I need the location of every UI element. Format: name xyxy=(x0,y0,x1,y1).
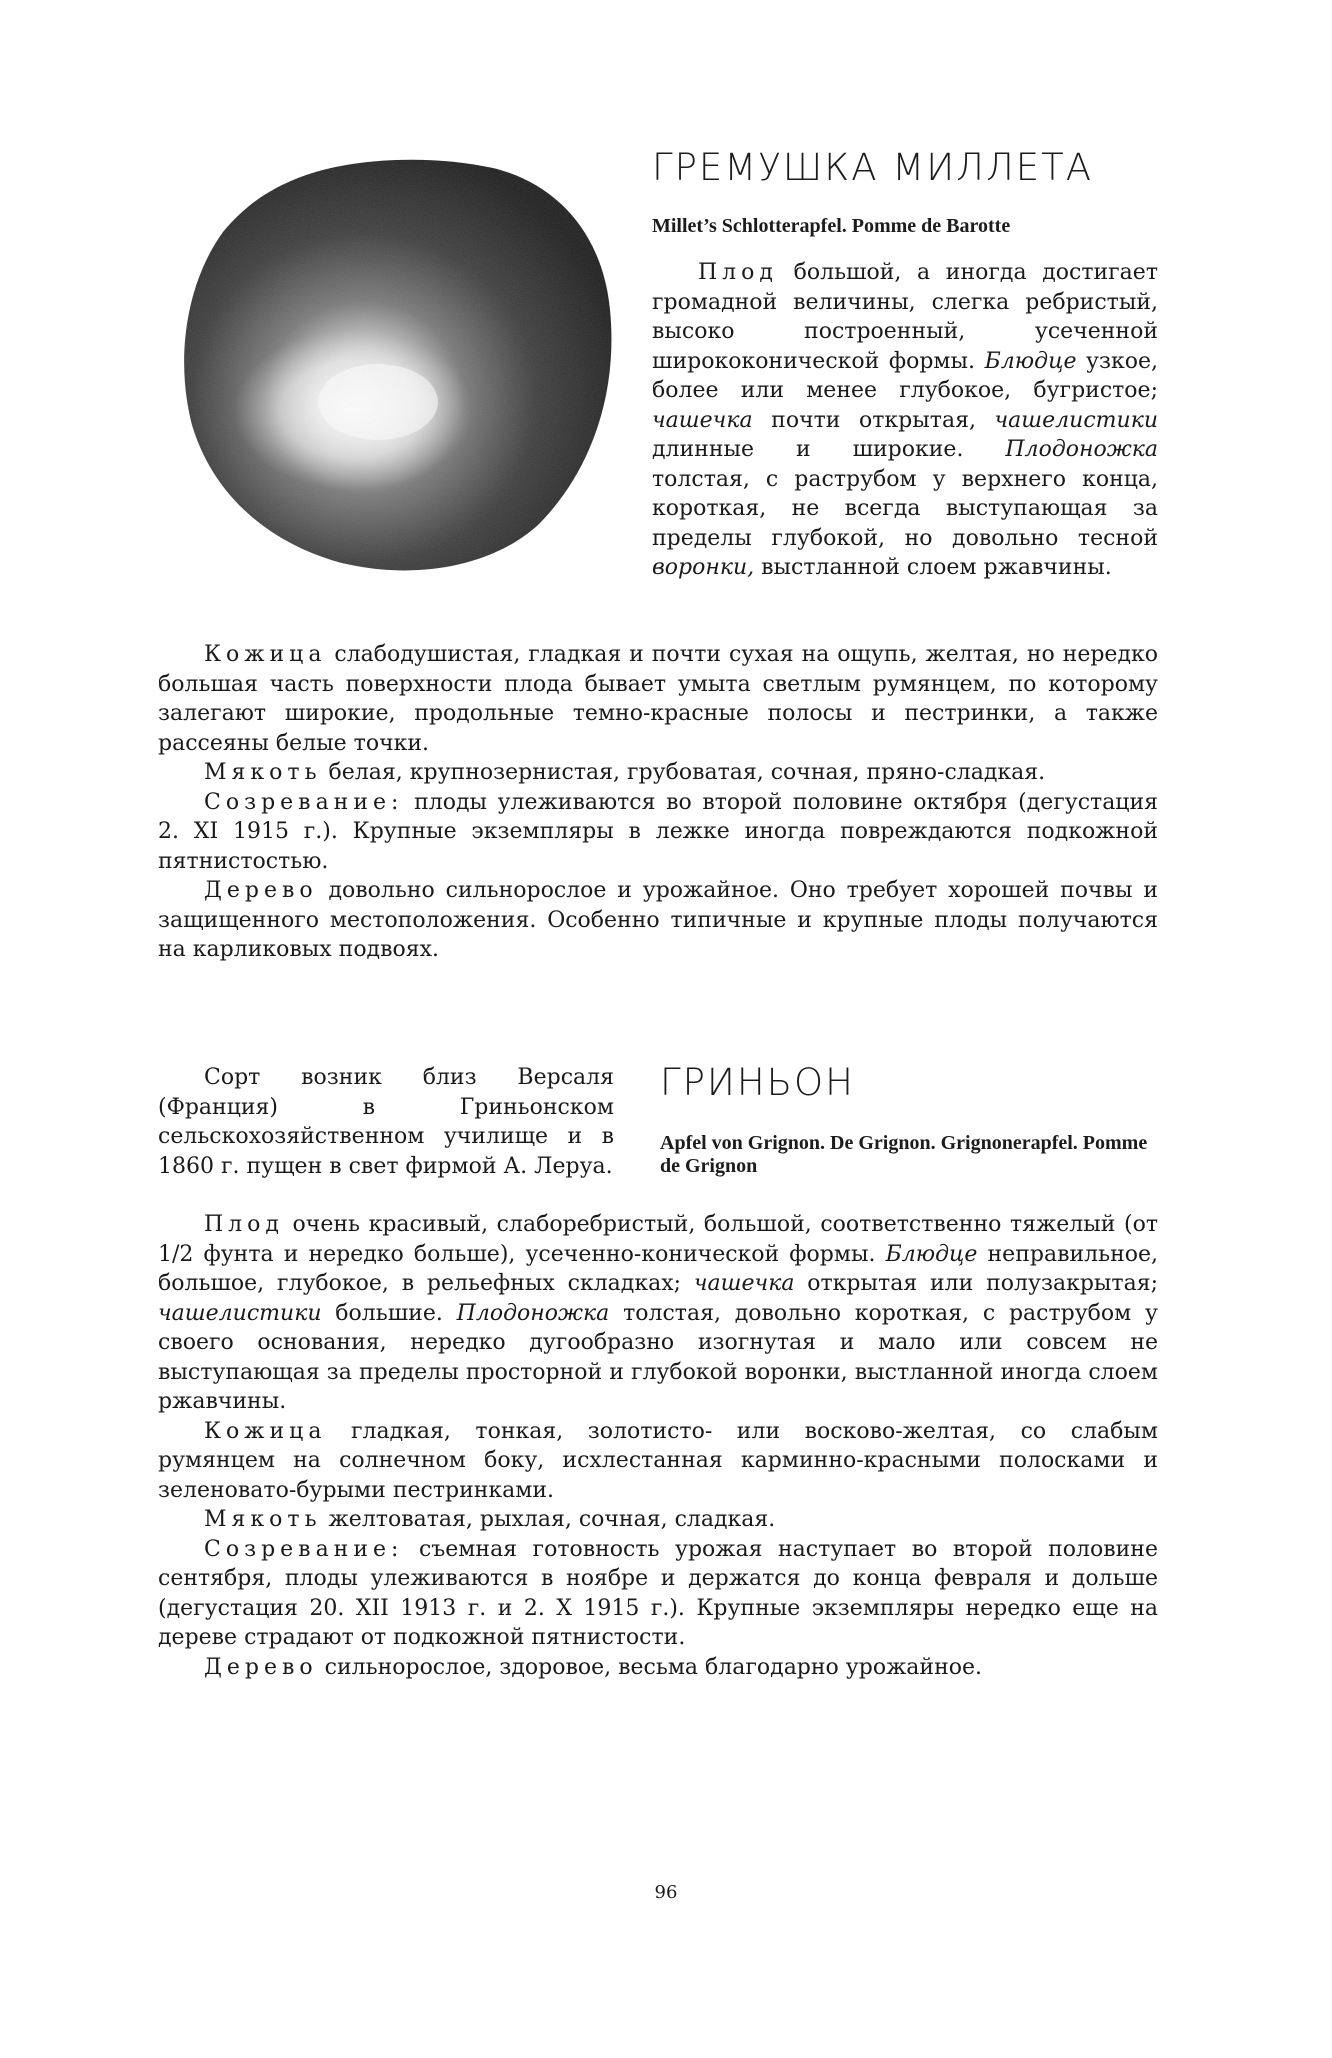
stalk-lead: Плодоножка xyxy=(1005,437,1158,462)
section1-title: ГРЕМУШКА МИЛЛЕТА xyxy=(652,146,1094,189)
section1-ripening-paragraph: Созревание: плоды улеживаются во второй половине октября (дегустация 2. XI 1915 г.). Крупные экземпляры в лежке иногда повреждаются подкожной пятнистостью. xyxy=(158,789,1158,874)
section2-tree-paragraph: Дерево сильнорослое, здоровое, весьма благодарно урожайное. xyxy=(204,1654,983,1680)
cup-lead: чашечка xyxy=(652,407,753,433)
section2-origin xyxy=(158,1063,614,1181)
fruit-lead: Плод xyxy=(698,260,778,285)
section2-flesh-paragraph: Мякоть желтоватая, рыхлая, сочная, сладкая. xyxy=(204,1507,776,1532)
section1-flesh-paragraph: Мякоть белая, крупнозернистая, грубоватая, сочная, пряно-сладкая. xyxy=(204,760,1046,785)
section2-header xyxy=(660,1063,1160,1178)
section2-subtitle: Apfel von Grignon. De Grignon. Grignonerapfel. Pomme de Grignon xyxy=(660,1131,1148,1177)
funnel-lead: воронки, xyxy=(652,555,755,580)
fraction: 1/2 xyxy=(158,1241,194,1267)
sepals-lead: чашелистики xyxy=(994,407,1158,433)
section1-subtitle: Millet’s Schlotterapfel. Pomme de Barotte xyxy=(652,214,1011,237)
section2-skin-paragraph: Кожица гладкая, тонкая, золотисто- или восково-желтая, со слабым румянцем на солнечном боку, исхлестанная карминно-красными полосками и зеленовато-бурыми пестринками. xyxy=(158,1418,1158,1503)
section2-ripening-paragraph: Созревание: съемная готовность урожая наступает во второй половине сентября, плоды улеживаются в ноябре и держатся до конца февраля и дольше (дегустация 20. XII 1913 г. и 2. X 1915 г.). Крупные экземпляры нередко еще на дереве страдают от подкожной пятнистости. xyxy=(158,1536,1158,1650)
saucer-lead: Блюдце xyxy=(984,348,1077,374)
section1-fruit-paragraph: Плод большой, а иногда достигает громадной величины, слегка ребристый, высоко построенный, усеченной ширококонической формы. Блюдце узкое, более или менее глубокое, бугристое; чашечка почти открытая, чашелистики длинные и широкие. Плодоножка толстая, с раструбом у верхнего конца, короткая, не всегда выступающая за пределы глубокой, но довольно тесной воронки, выстланной слоем ржавчины. xyxy=(652,260,1158,580)
section1-description-column xyxy=(652,258,1158,583)
apple-photo xyxy=(178,150,618,580)
section2-fruit-paragraph: Плод очень красивый, слаборебристый, большой, соответственно тяжелый (от 1/2 фунта и нередко больше), усеченно-конической формы. Блюдце неправильное, большое, глубокое, в рельефных складках; чашечка открытая или полузакрытая; чашелистики большие. Плодоножка толстая, довольно короткая, с раструбом у своего основания, нередко дугообразно изогнутая и мало или совсем не выступающая за пределы просторной и глубокой воронки, выстланной иногда слоем ржавчины. xyxy=(158,1212,1158,1414)
page-number: 96 xyxy=(654,1882,678,1903)
section1-skin-paragraph: Кожица слабодушистая, гладкая и почти сухая на ощупь, желтая, но нередко большая часть поверхности плода бывает умыта светлым румянцем, по которому залегают широкие, продольные темно-красные полосы и пестринки, а также рассеяны белые точки. xyxy=(158,642,1158,756)
section1-header xyxy=(652,148,1162,238)
section2-origin-paragraph: Сорт возник близ Версаля (Франция) в Гриньонском сельскохозяйственном училище и в 1860 г. пущен в свет фирмой А. Леруа. xyxy=(158,1065,614,1179)
section1-full-text xyxy=(158,640,1158,965)
section1-tree-paragraph: Дерево довольно сильнорослое и урожайное. Оно требует хорошей почвы и защищенного местоположения. Особенно типичные и крупные плоды получаются на карликовых подвоях. xyxy=(158,878,1158,962)
section2-full-text xyxy=(158,1210,1158,1682)
section2-title: ГРИНЬОН xyxy=(660,1061,856,1104)
